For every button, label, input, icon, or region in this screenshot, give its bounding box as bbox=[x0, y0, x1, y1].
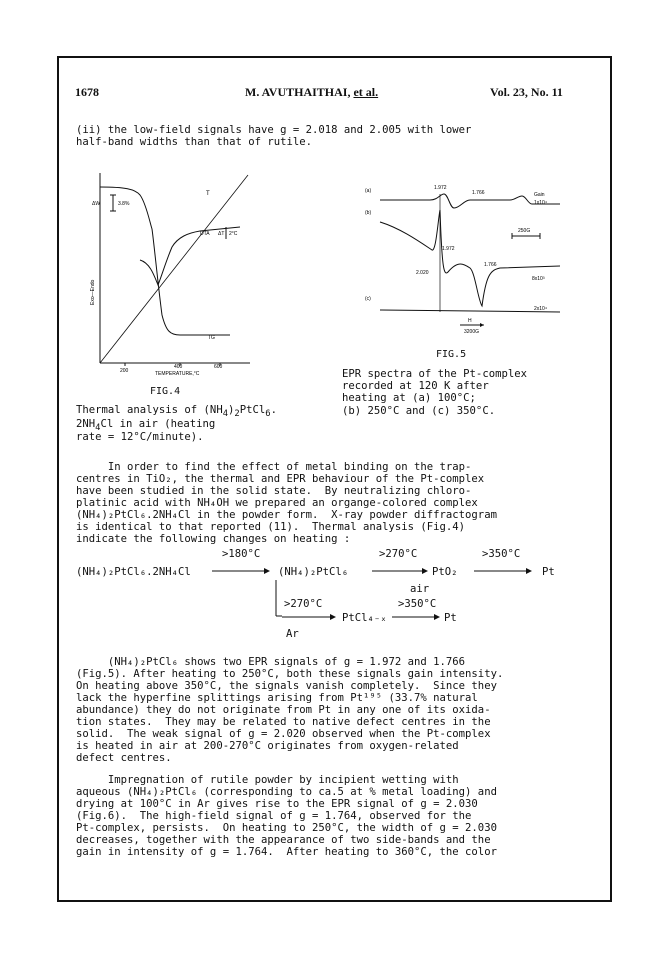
para3-line-1: Impregnation of rutile powder by incipient wetting with bbox=[76, 774, 459, 786]
fig5-gain-label: Gain bbox=[534, 192, 545, 198]
para1-line-5: (NH₄)₂PtCl₆.2NH₄Cl in the powder form. X-ray powder diffractogram bbox=[76, 509, 497, 521]
fig5-g-1766-a: 1.766 bbox=[472, 190, 485, 196]
fig4-dw-label: ΔW bbox=[92, 201, 101, 207]
figure-4-thermal-analysis bbox=[80, 165, 260, 380]
para3-line-5: Pt-complex, persists. On heating to 250°C, the width of g = 2.030 bbox=[76, 822, 497, 834]
para2-line-2: (Fig.5). After heating to 250°C, both these signals gain intensity. bbox=[76, 668, 504, 680]
scheme-cond-270: >270°C bbox=[379, 548, 418, 560]
figure-5-epr-spectra bbox=[360, 180, 570, 345]
scheme-air: air bbox=[410, 583, 430, 595]
scheme-ar: Ar bbox=[286, 628, 299, 640]
fig5-gain-b: 8x10³ bbox=[532, 276, 545, 282]
scheme-cond-180: >180°C bbox=[222, 548, 261, 560]
para3-line-4: (Fig.6). The high-field signal of g = 1.764, observed for the bbox=[76, 810, 472, 822]
fig5-caption-line-4: (b) 250°C and (c) 350°C. bbox=[342, 405, 496, 417]
scheme-start: (NH₄)₂PtCl₆.2NH₄Cl bbox=[76, 566, 191, 578]
running-authors: M. AVUTHAITHAI, et al. bbox=[245, 85, 379, 99]
para1-line-7: indicate the following changes on heating : bbox=[76, 533, 351, 545]
para2-line-4: lack the hyperfine splittings arising from Pt¹⁹⁵ (33.7% natural bbox=[76, 692, 478, 704]
para2-line-5: abundance) they do not originate from Pt in any one of its oxida- bbox=[76, 704, 491, 716]
fig4-dt-label: ΔT bbox=[218, 231, 225, 237]
para2-line-6: tion states. They may be related to native defect centres in the bbox=[76, 716, 491, 728]
fig4-dta-label: DTA bbox=[200, 231, 210, 237]
para3-line-7: gain in intensity of g = 1.764. After heating to 360°C, the color bbox=[76, 846, 497, 858]
scheme-cond-350-ar: >350°C bbox=[398, 598, 437, 610]
fig5-h-value: 3200G bbox=[464, 329, 480, 335]
fig4-x-axis-label: TEMPERATURE,°C bbox=[155, 371, 200, 377]
para3-line-2: aqueous (NH₄)₂PtCl₆ (corresponding to ca.5 at % metal loading) and bbox=[76, 786, 497, 798]
para2-line-3: On heating above 350°C, the signals vanish completely. Since they bbox=[76, 680, 497, 692]
fig4-dt-value: 2°C bbox=[229, 231, 238, 237]
para1-line-1: In order to find the effect of metal binding on the trap- bbox=[76, 461, 472, 473]
para3-line-6: decreases, together with the appearance of two side-bands and the bbox=[76, 834, 491, 846]
intro-line-1: (ii) the low-field signals have g = 2.018 and 2.005 with lower bbox=[76, 124, 472, 136]
scheme-arrow-5 bbox=[392, 612, 442, 622]
fig5-label: FIG.5 bbox=[436, 349, 467, 360]
scheme-arrow-3 bbox=[474, 566, 534, 576]
fig5-g-1972-a: 1.972 bbox=[434, 185, 447, 191]
fig4-tg-label: TG bbox=[208, 335, 215, 341]
scheme-cond-350: >350°C bbox=[482, 548, 521, 560]
fig5-trace-c-label: (c) bbox=[365, 296, 371, 302]
fig4-tick-200: 200 bbox=[120, 368, 129, 374]
fig5-g-2020-b: 2.020 bbox=[416, 270, 429, 276]
para1-line-6: is identical to that reported (11). Thermal analysis (Fig.4) bbox=[76, 521, 466, 533]
fig5-gain-a: 1x10⁴ bbox=[534, 200, 547, 206]
scheme-ptcl: PtCl₄₋ₓ bbox=[342, 612, 387, 624]
scheme-pt-air: Pt bbox=[542, 566, 555, 578]
fig4-tick-400: 400 bbox=[174, 364, 183, 370]
para2-line-1: (NH₄)₂PtCl₆ shows two EPR signals of g = 1.972 and 1.766 bbox=[76, 656, 466, 668]
fig4-caption-line-3: rate = 12°C/minute). bbox=[76, 431, 204, 443]
fig5-caption-line-3: heating at (a) 100°C; bbox=[342, 392, 476, 404]
scheme-pto2: PtO₂ bbox=[432, 566, 458, 578]
scheme-arrow-1 bbox=[212, 566, 272, 576]
fig4-t-label: T bbox=[206, 191, 210, 197]
fig5-g-1972-b: 1.972 bbox=[442, 246, 455, 252]
fig5-scale-250g: 250G bbox=[518, 228, 531, 234]
para1-line-3: have been studied in the solid state. By neutralizing chloro- bbox=[76, 485, 472, 497]
para1-line-2: centres in TiO₂, the thermal and EPR behaviour of the Pt-complex bbox=[76, 473, 485, 485]
fig4-tick-600: 600 bbox=[214, 364, 223, 370]
fig4-label: FIG.4 bbox=[150, 386, 181, 397]
scheme-intermediate: (NH₄)₂PtCl₆ bbox=[278, 566, 349, 578]
para2-line-9: defect centres. bbox=[76, 752, 172, 764]
fig5-trace-a-label: (a) bbox=[365, 188, 372, 194]
fig5-g-1766-b: 1.766 bbox=[484, 262, 497, 268]
fig5-caption-line-1: EPR spectra of the Pt-complex bbox=[342, 368, 527, 380]
fig5-gain-c: 2x10⁴ bbox=[534, 306, 547, 312]
scheme-pt-ar: Pt bbox=[444, 612, 457, 624]
fig4-caption-line-1: Thermal analysis of $(NH_4)_2PtCl_6$. bbox=[76, 404, 277, 420]
page-number: 1678 bbox=[75, 85, 99, 99]
scheme-branch-bracket bbox=[270, 580, 282, 620]
fig4-dw-value: 3.8% bbox=[118, 201, 130, 207]
fig5-trace-b-label: (b) bbox=[365, 210, 372, 216]
fig5-h-label: H bbox=[468, 318, 472, 324]
scheme-cond-270-ar: >270°C bbox=[284, 598, 323, 610]
para3-line-3: drying at 100°C in Ar gives rise to the EPR signal of g = 2.030 bbox=[76, 798, 478, 810]
fig4-y-axis-label: Exo—Endo bbox=[90, 279, 96, 305]
fig4-caption-line-2: $2NH_4Cl$ in air (heating bbox=[76, 418, 216, 434]
intro-line-2: half-band widths than that of rutile. bbox=[76, 136, 312, 148]
para2-line-8: is heated in air at 200-270°C originates from oxygen-related bbox=[76, 740, 459, 752]
para1-line-4: platinic acid with NH₄OH we prepared an organge-colored complex bbox=[76, 497, 478, 509]
scheme-arrow-2 bbox=[372, 566, 430, 576]
fig5-caption-line-2: recorded at 120 K after bbox=[342, 380, 489, 392]
volume-info: Vol. 23, No. 11 bbox=[490, 85, 563, 99]
para2-line-7: solid. The weak signal of g = 2.020 observed when the Pt-complex bbox=[76, 728, 491, 740]
scheme-arrow-4 bbox=[282, 612, 338, 622]
